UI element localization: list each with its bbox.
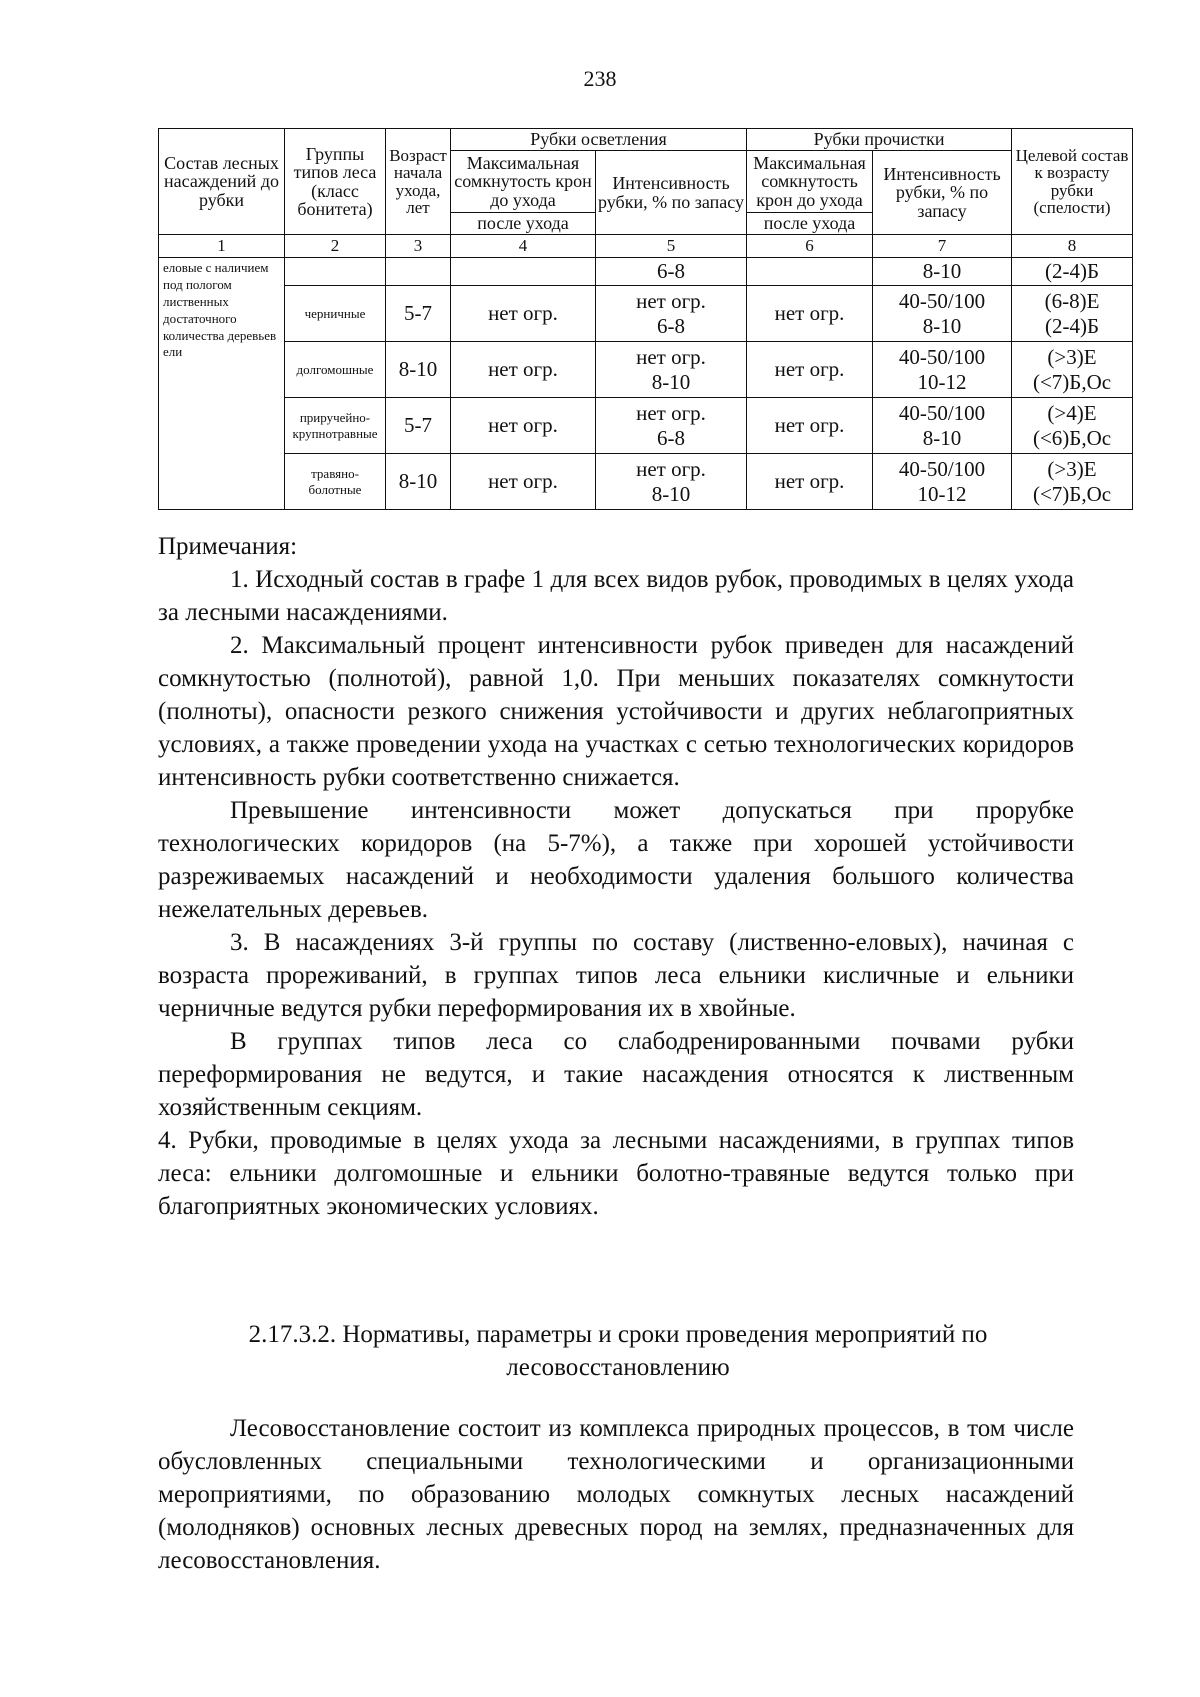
table-cell: 8-10 — [386, 454, 451, 510]
cell-line: 10-12 — [917, 481, 967, 506]
table-cell: нет огр. — [451, 398, 596, 454]
table-cell: нет огр. — [747, 454, 873, 510]
cell-line: 10-12 — [917, 369, 967, 394]
note-1: 1. Исходный состав в графе 1 для всех видов рубок, проводимых в целях ухода за лесными насаждениями. — [158, 566, 1074, 626]
header-max-closure-2: Максимальная сомкнутость крон до ухода — [747, 151, 873, 213]
table-cell — [1012, 286, 1133, 342]
header-composition: Состав лесных насаждений до рубки — [159, 129, 285, 235]
notes-block — [158, 530, 1074, 1223]
cell-line: (<7)Б,Ос — [1032, 481, 1112, 506]
header-after-care: после ухода — [451, 213, 596, 235]
cell-line: (<6)Б,Ос — [1032, 425, 1112, 450]
cell-line: 8-10 — [651, 369, 691, 394]
note-2: 2. Максимальный процент интенсивности рубок приведен для насаждений сомкнутостью (полнотой), равной 1,0. При меньших показателях сомкнутости (полноты), опасности резкого снижения устойчивости и других неблагоприятных условиях, а также проведении ухода на участках с сетью технологических коридоров интенсивность рубки соответственно снижается. — [158, 632, 1074, 791]
table-cell: нет огр. — [747, 342, 873, 398]
table-cell — [596, 286, 747, 342]
table-cell — [596, 398, 747, 454]
table-cell — [596, 342, 747, 398]
cell-line: (<7)Б,Ос — [1032, 369, 1112, 394]
section-title: 2.17.3.2. Нормативы, параметры и сроки проведения мероприятий по лесовосстановлению — [248, 1321, 988, 1381]
header-intensity-2: Интенсивность рубки, % по запасу — [873, 151, 1012, 235]
forest-care-table — [158, 128, 1133, 510]
column-number: 3 — [386, 235, 451, 258]
column-number: 8 — [1012, 235, 1133, 258]
cell-line: 40-50/100 — [898, 400, 986, 425]
cell-line: 6-8 — [657, 313, 685, 338]
table-row — [159, 286, 1133, 342]
cell-line: 40-50/100 — [898, 456, 986, 481]
composition-cell: еловые с наличием под пологом лиственных достаточного количества деревьев ели — [159, 258, 285, 510]
table-cell — [873, 286, 1012, 342]
cell-line: нет огр. — [636, 400, 706, 425]
forest-group-cell: травяно-болотные — [285, 454, 386, 510]
column-number: 4 — [451, 235, 596, 258]
column-number: 2 — [285, 235, 386, 258]
column-number: 6 — [747, 235, 873, 258]
forest-group-cell: черничные — [285, 286, 386, 342]
header-max-closure: Максимальная сомкнутость крон до ухода — [451, 151, 596, 213]
empty-cell — [747, 258, 873, 286]
cell-line: нет огр. — [636, 456, 706, 481]
empty-cell — [386, 258, 451, 286]
cell-line: 8-10 — [651, 481, 691, 506]
column-number: 7 — [873, 235, 1012, 258]
table-cell — [873, 454, 1012, 510]
empty-cell — [451, 258, 596, 286]
table-cell: 8-10 — [386, 342, 451, 398]
page-number: 238 — [583, 66, 617, 91]
empty-cell — [285, 258, 386, 286]
cell-line: 6-8 — [657, 425, 685, 450]
header-clarification: Рубки осветления — [451, 129, 747, 151]
table-row — [159, 342, 1133, 398]
cell-line: нет огр. — [636, 344, 706, 369]
cell-line: (>3)Е — [1047, 344, 1097, 369]
table-cell: 5-7 — [386, 398, 451, 454]
table-cell: 5-7 — [386, 286, 451, 342]
cell-line: (>3)Е — [1047, 456, 1097, 481]
note-3-continued: В группах типов леса со слабодренированными почвами рубки переформирования не ведутся, и такие насаждения относятся к лиственным хозяйственным секциям. — [158, 1028, 1074, 1121]
table-cell: (2-4)Б — [1012, 258, 1133, 286]
table-cell — [1012, 342, 1133, 398]
column-number: 1 — [159, 235, 285, 258]
table-cell: нет огр. — [451, 454, 596, 510]
table-cell: нет огр. — [451, 286, 596, 342]
header-target-composition: Целевой состав к возрасту рубки (спелости) — [1012, 129, 1133, 235]
section-heading-block — [188, 1318, 1048, 1384]
cell-line: 8-10 — [922, 425, 962, 450]
table-cell — [873, 342, 1012, 398]
header-intensity: Интенсивность рубки, % по запасу — [596, 151, 747, 235]
cell-line: 40-50/100 — [898, 288, 986, 313]
cell-line: (2-4)Б — [1044, 313, 1100, 338]
header-start-age: Возраст начала ухода, лет — [386, 129, 451, 235]
table-row — [159, 454, 1133, 510]
table-cell — [1012, 454, 1133, 510]
note-4: 4. Рубки, проводимые в целях ухода за лесными насаждениями, в группах типов леса: ельники долгомошные и ельники болотно-травяные ведутся только при благоприятных экономических условиях. — [158, 1127, 1074, 1220]
table-cell: нет огр. — [747, 286, 873, 342]
header-after-care-2: после ухода — [747, 213, 873, 235]
table-cell — [596, 454, 747, 510]
notes-heading: Примечания: — [158, 533, 298, 560]
table-cell: 6-8 — [596, 258, 747, 286]
cell-line: 8-10 — [922, 313, 962, 338]
note-3: 3. В насаждениях 3-й группы по составу (лиственно-еловых), начиная с возраста прореживаний, в группах типов леса ельники кисличные и ельники черничные ведутся рубки переформирования их в хвойные. — [158, 929, 1074, 1022]
note-2-continued: Превышение интенсивности может допускаться при прорубке технологических коридоров (на 5-7%), а также при хорошей устойчивости разреживаемых насаждений и необходимости удаления большого количества нежелательных деревьев. — [158, 797, 1074, 923]
table-cell: нет огр. — [747, 398, 873, 454]
cell-line: (6-8)Е — [1044, 288, 1100, 313]
table-cell — [873, 398, 1012, 454]
section-body — [158, 1412, 1074, 1577]
header-cleaning: Рубки прочистки — [747, 129, 1012, 151]
section-paragraph: Лесовосстановление состоит из комплекса природных процессов, в том числе обусловленных специальными технологическими и организационными мероприятиями, по образованию молодых сомкнутых лесных насаждений (молодняков) основных лесных древесных пород на землях, предназначенных для лесовосстановления. — [158, 1415, 1074, 1574]
cell-line: нет огр. — [636, 288, 706, 313]
forest-group-cell: долгомошные — [285, 342, 386, 398]
table-cell — [1012, 398, 1133, 454]
table-cell: нет огр. — [451, 342, 596, 398]
header-forest-groups: Группы типов леса (класс бонитета) — [285, 129, 386, 235]
cell-line: 40-50/100 — [898, 344, 986, 369]
table-cell: 8-10 — [873, 258, 1012, 286]
forest-group-cell: приручейно-крупнотравные — [285, 398, 386, 454]
cell-line: (>4)Е — [1047, 400, 1097, 425]
column-number: 5 — [596, 235, 747, 258]
table-row — [159, 398, 1133, 454]
